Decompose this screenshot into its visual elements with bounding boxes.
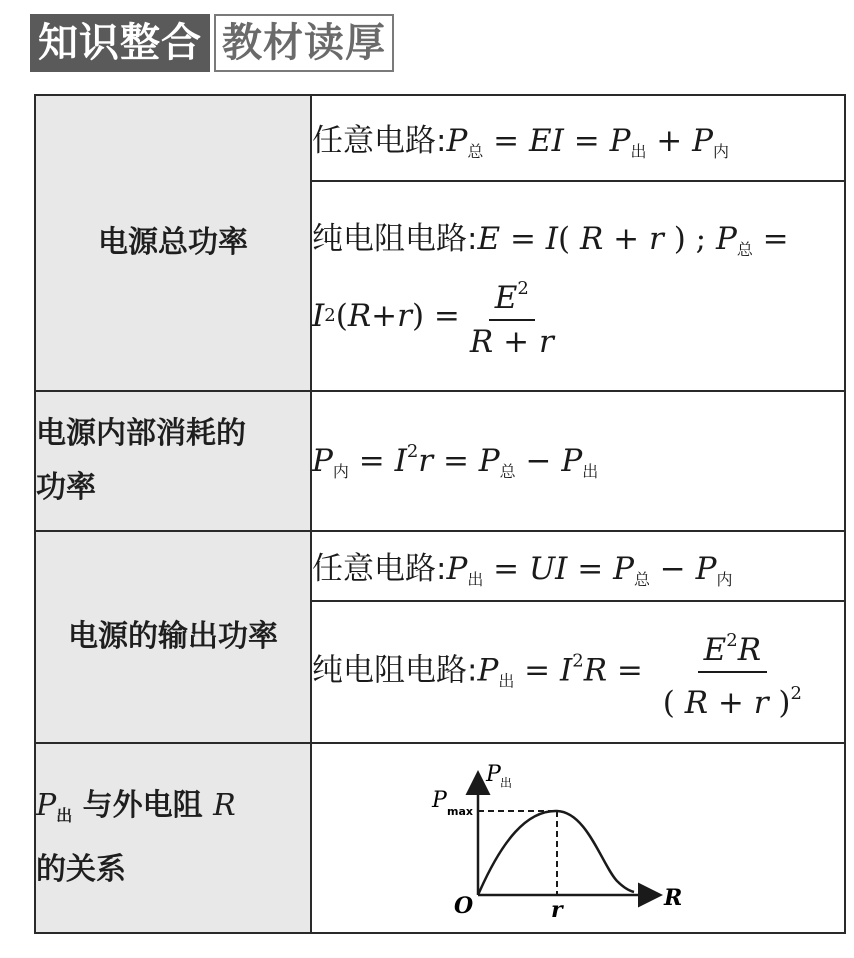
label-relation-line2: 的关系: [36, 852, 126, 887]
label-relation-p: P: [36, 788, 57, 823]
pmax-sub: max: [447, 805, 473, 818]
label-relation-r: R: [213, 788, 236, 823]
section-tag-textbook: 教材读厚: [214, 14, 394, 72]
label-relation: [35, 743, 311, 933]
formula-total-pure: 纯电阻电路:E = I( R + r ) ; $P_总$ = I 2 ( R + r ) = $\frac{E^2}{R + r}$: [311, 181, 845, 391]
formula-total-any: 任意电路$:P_总$ = EI = $P_出 + P_内$: [311, 95, 845, 181]
graph-cell: [311, 743, 845, 933]
label-total-power: [35, 95, 311, 391]
axis-y-sub: 出: [500, 776, 513, 790]
pmax-label: P: [432, 788, 447, 813]
axis-y-label: P: [486, 762, 501, 787]
sub-total: 总: [736, 240, 753, 259]
fraction-e2r-over-rr2: $\frac{E^2R}{( R + r )^2}$: [657, 624, 808, 720]
peak-x-label: r: [551, 897, 563, 923]
sub-in: 内: [332, 461, 349, 481]
section-header: [30, 14, 394, 72]
sub-in: 内: [713, 141, 730, 161]
section-tag-knowledge: 知识整合: [30, 14, 210, 72]
label-relation-sub: 出: [56, 806, 73, 825]
text-pure-resistor: 纯电阻电路:: [312, 221, 478, 257]
sub-total: 总: [499, 461, 516, 481]
text-any-circuit: 任意电路:: [312, 550, 447, 587]
label-internal-power: [35, 391, 311, 531]
label-total-power-text: 电源总功率: [98, 225, 248, 260]
sub-out: 出: [467, 569, 484, 589]
power-summary-table: [34, 94, 846, 934]
label-internal-power-line2: 功率: [36, 470, 96, 505]
axis-x-label: R: [664, 885, 683, 911]
label-output-power-text: 电源的输出功率: [68, 619, 278, 654]
fraction-e2-over-r-plus-r: $\frac{E^2}{R + r}$: [464, 272, 560, 359]
text-any-circuit: 任意电路:: [312, 122, 447, 159]
formula-output-any: 任意电路$:P_出$ = UI = $P_总 - P_内$: [311, 531, 845, 601]
formula-output-pure: 纯电阻电路$:P_出 = I^2R$ = $\frac{E^2R}{( R + r )^2}$: [311, 601, 845, 743]
label-internal-power-line1: 电源内部消耗的: [36, 416, 246, 451]
text-pure-resistor: 纯电阻电路:: [312, 652, 478, 689]
sub-in: 内: [716, 569, 733, 589]
sub-total: 总: [467, 141, 484, 161]
sub-out: 出: [630, 141, 647, 161]
origin-label: O: [454, 893, 474, 919]
sub-out: 出: [582, 461, 599, 481]
label-relation-rest: 与外电阻: [72, 788, 214, 823]
formula-internal: $P_内 = I^2r = P_总 - P_出$: [311, 391, 845, 531]
sub-out: 出: [498, 671, 515, 691]
sub-total: 总: [633, 569, 650, 589]
power-resistance-graph: [312, 745, 842, 931]
label-output-power: [35, 531, 311, 743]
